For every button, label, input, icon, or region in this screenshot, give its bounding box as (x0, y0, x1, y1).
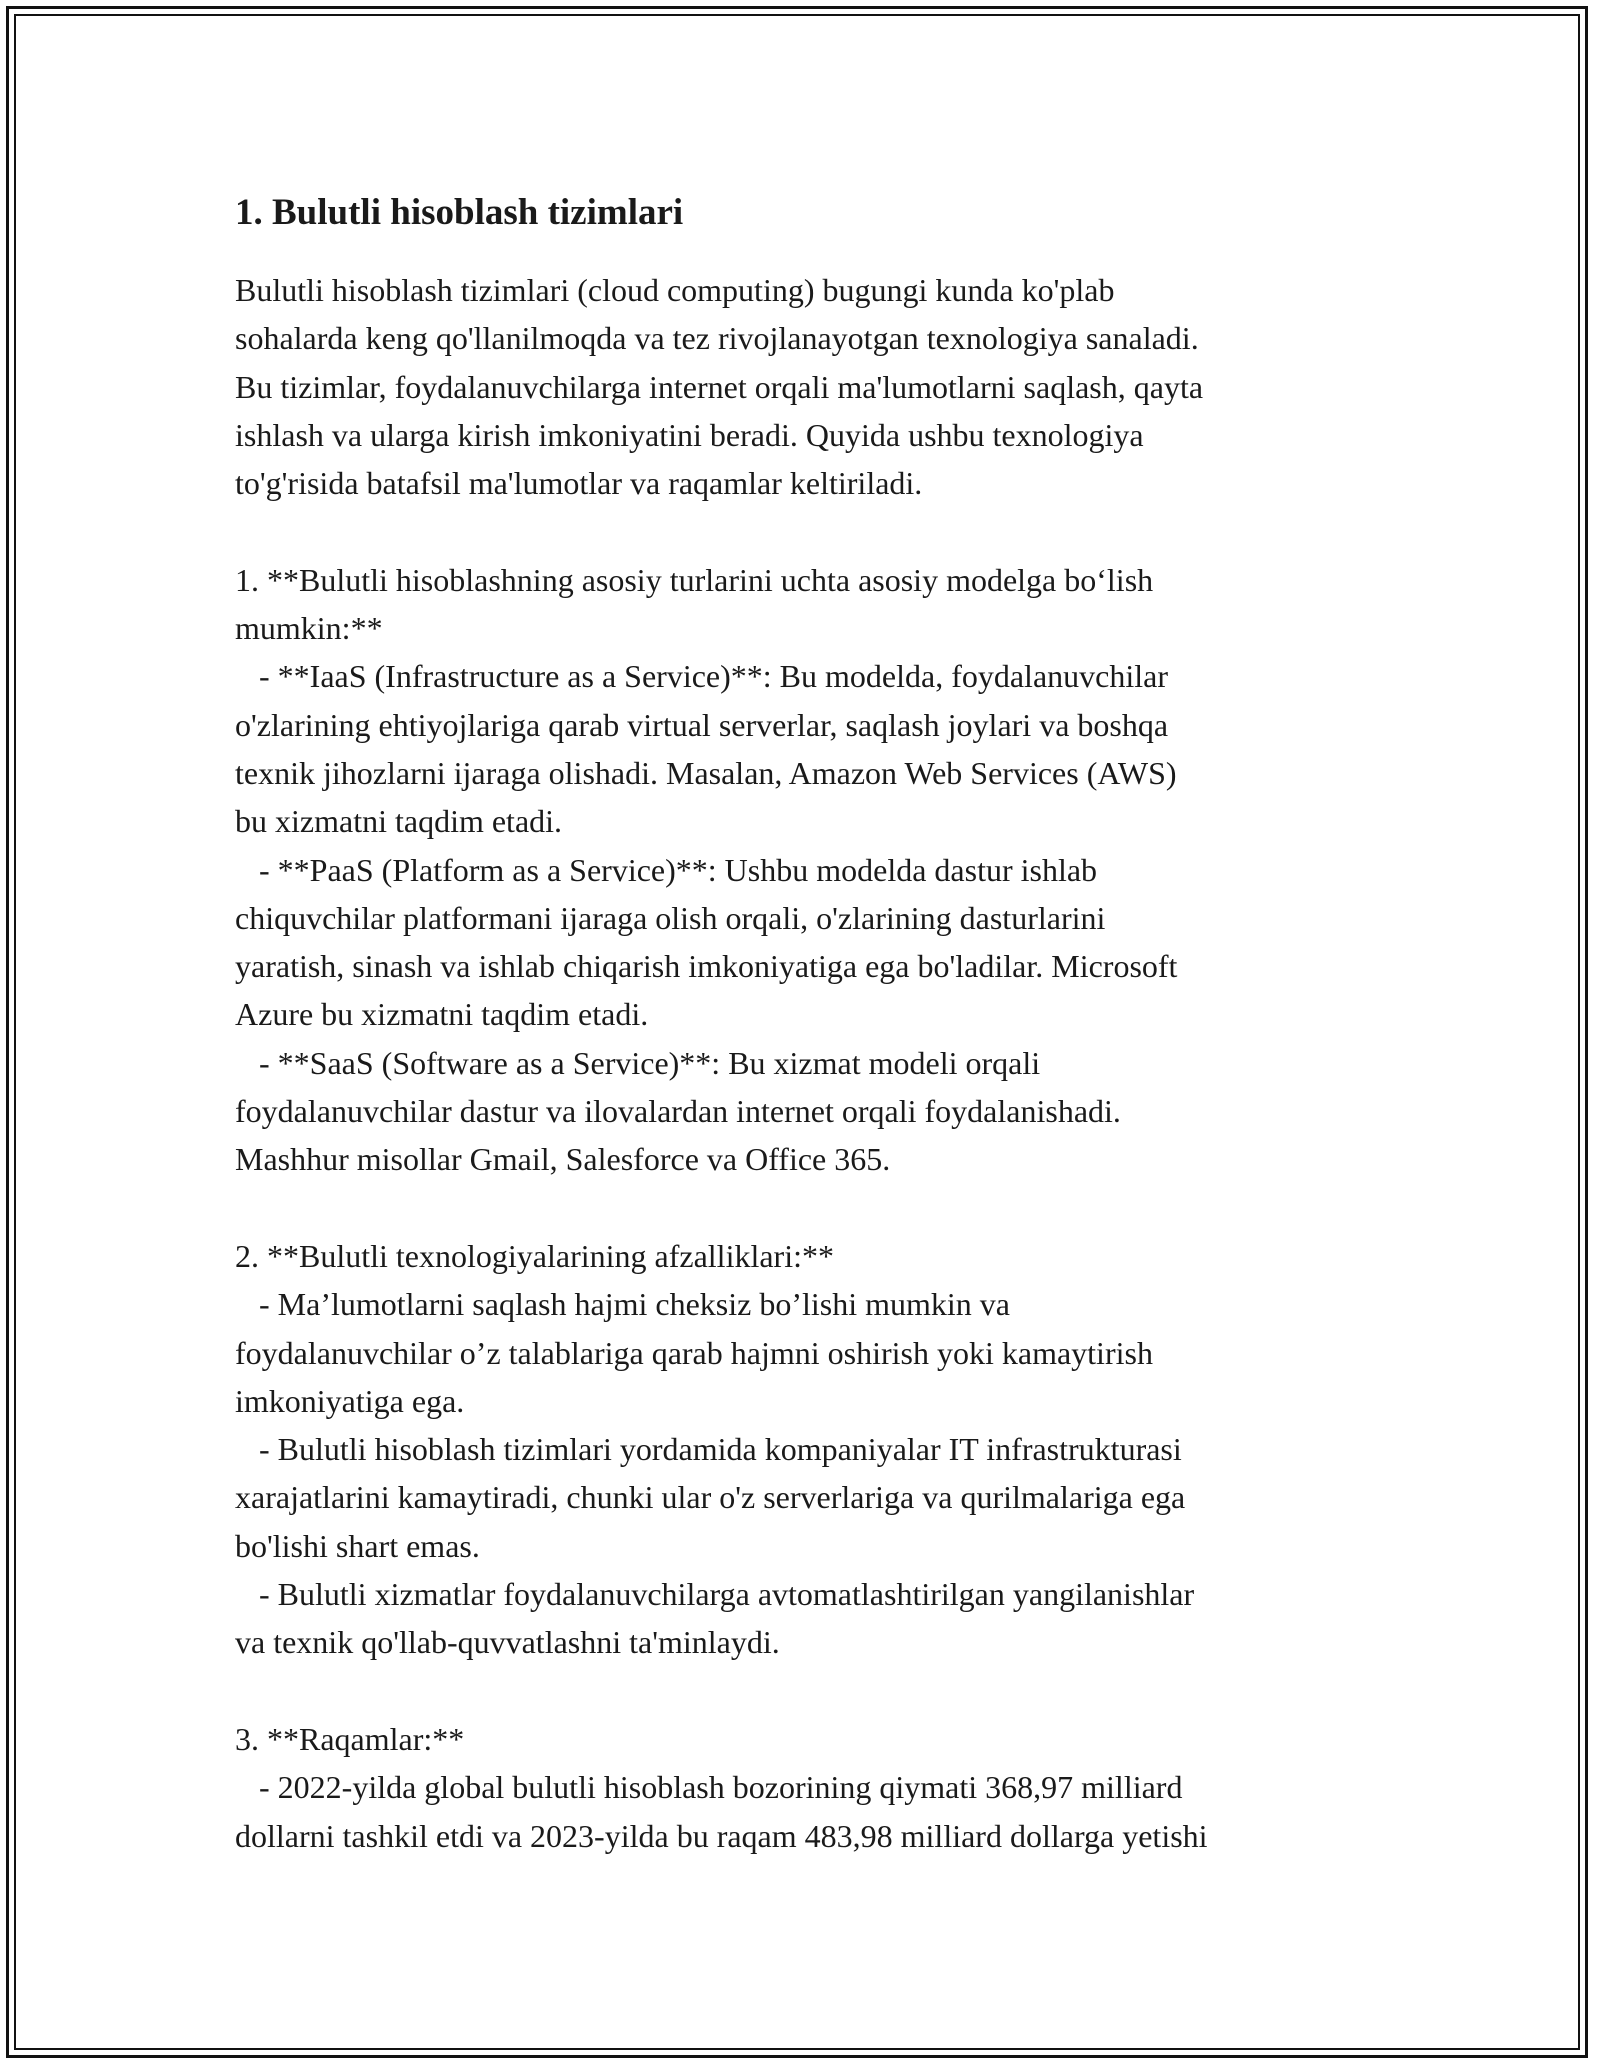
text-line: - **PaaS (Platform as a Service)**: Ushbu modelda dastur ishlab (235, 851, 1098, 888)
text-line: Bulutli hisoblash tizimlari (cloud computing) bugungi kunda ko'plab (235, 272, 1115, 308)
text-line: foydalanuvchilar dastur va ilovalardan internet orqali foydalanishadi. (235, 1093, 1121, 1130)
text-line: - Bulutli xizmatlar foydalanuvchilarga avtomatlashtirilgan yangilanishlar (235, 1576, 1195, 1613)
text-line: mumkin:** (235, 610, 383, 647)
text-line: Azure bu xizmatni taqdim etadi. (235, 996, 649, 1033)
text-line: Mashhur misollar Gmail, Salesforce va Office 365. (235, 1141, 891, 1178)
text-line: - **SaaS (Software as a Service)**: Bu xizmat modeli orqali (235, 1044, 1041, 1081)
text-line: imkoniyatiga ega. (235, 1382, 465, 1419)
text-line: dollarni tashkil etdi va 2023-yilda bu raqam 483,98 milliard dollarga yetishi (235, 1817, 1208, 1854)
document-text (235, 266, 1365, 1860)
text-line: va texnik qo'llab-quvvatlashni ta'minlaydi. (235, 1624, 780, 1661)
text-line: 2. **Bulutli texnologiyalarining afzalliklari:** (235, 1237, 834, 1274)
text-line: 1. **Bulutli hisoblashning asosiy turlarini uchta asosiy modelga bo‘lish (235, 561, 1154, 598)
document-body (235, 188, 1365, 1860)
blank-line (235, 1667, 1365, 1715)
text-line: - Ma’lumotlarni saqlash hajmi cheksiz bo’lishi mumkin va (235, 1286, 1010, 1323)
text-line: yaratish, sinash va ishlab chiqarish imkoniyatiga ega bo'ladilar. Microsoft (235, 948, 1178, 985)
section-heading: 1. Bulutli hisoblash tizimlari (235, 192, 684, 233)
text-line: - 2022-yilda global bulutli hisoblash bozorining qiymati 368,97 milliard (235, 1769, 1183, 1806)
text-line: sohalarda keng qo'llanilmoqda va tez rivojlanayotgan texnologiya sanaladi. (235, 320, 1199, 357)
blank-line (235, 1184, 1365, 1232)
text-line: to'g'risida batafsil ma'lumotlar va raqamlar keltiriladi. (235, 465, 923, 502)
text-line: ishlash va ularga kirish imkoniyatini beradi. Quyida ushbu texnologiya (235, 416, 1144, 453)
text-line: 3. **Raqamlar:** (235, 1720, 465, 1757)
text-line: texnik jihozlarni ijaraga olishadi. Masalan, Amazon Web Services (AWS) (235, 754, 1177, 791)
text-line: Bu tizimlar, foydalanuvchilarga internet orqali ma'lumotlarni saqlash, qayta (235, 368, 1204, 405)
text-line: bu xizmatni taqdim etadi. (235, 803, 563, 840)
text-line: foydalanuvchilar o’z talablariga qarab hajmni oshirish yoki kamaytirish (235, 1334, 1153, 1371)
text-line: - **IaaS (Infrastructure as a Service)**: Bu modelda, foydalanuvchilar (235, 658, 1168, 695)
text-line: xarajatlarini kamaytiradi, chunki ular o'z serverlariga va qurilmalariga ega (235, 1479, 1186, 1516)
blank-line (235, 507, 1365, 555)
text-line: bo'lishi shart emas. (235, 1527, 480, 1564)
text-line: o'zlarining ehtiyojlariga qarab virtual serverlar, saqlash joylari va boshqa (235, 706, 1169, 743)
text-line: chiquvchilar platformani ijaraga olish orqali, o'zlarining dasturlarini (235, 899, 1106, 936)
text-line: - Bulutli hisoblash tizimlari yordamida kompaniyalar IT infrastrukturasi (235, 1431, 1182, 1468)
